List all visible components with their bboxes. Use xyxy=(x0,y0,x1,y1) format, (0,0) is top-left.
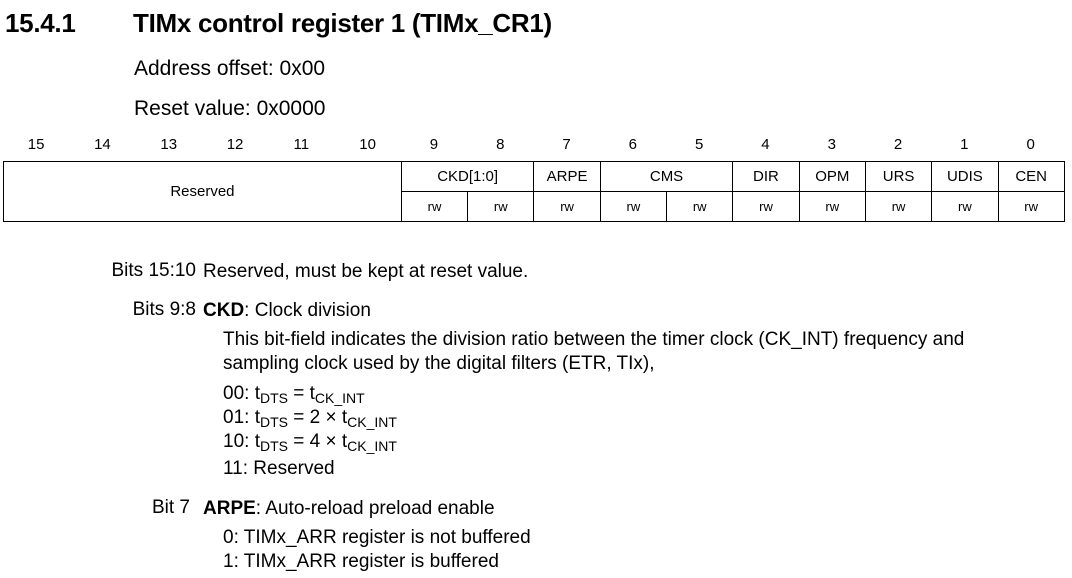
address-offset: Address offset: 0x00 xyxy=(134,57,326,80)
access-arpe: rw xyxy=(534,192,600,222)
arpe-heading xyxy=(203,497,495,521)
bits-label-ckd: Bits 9:8 xyxy=(132,299,196,320)
field-urs: URS xyxy=(865,162,931,192)
access-udis: rw xyxy=(932,192,998,222)
ckd-desc-line1: This bit-field indicates the division ratio between the timer clock (CK_INT) frequency and xyxy=(223,329,965,350)
arpe-title: : Auto-reload preload enable xyxy=(255,498,495,519)
ckd-option-10: 10: $t_{DTS} = 4 \times t_{CK\_INT}$ xyxy=(223,431,397,454)
bits-label-arpe: Bit 7 xyxy=(151,497,190,518)
bit-number: 11 xyxy=(293,136,310,153)
ckd-name: CKD xyxy=(203,300,245,321)
field-cms: CMS xyxy=(600,162,733,192)
bit-number: 0 xyxy=(1026,136,1035,153)
bit-number: 3 xyxy=(827,136,836,153)
field-arpe: ARPE xyxy=(534,162,600,192)
field-dir: DIR xyxy=(733,162,799,192)
bit-number: 1 xyxy=(960,136,969,153)
access-cms-1: rw xyxy=(600,192,666,222)
ckd-title: : Clock division xyxy=(244,300,371,321)
ckd-desc-line2: sampling clock used by the digital filters (ETR, TIx), xyxy=(223,353,655,374)
ckd-heading xyxy=(203,299,371,323)
arpe-option-0: 0: TIMx_ARR register is not buffered xyxy=(223,527,531,548)
field-opm: OPM xyxy=(799,162,865,192)
ckd-option-11: 11: Reserved xyxy=(223,458,335,479)
access-ckd-1: rw xyxy=(401,192,467,222)
access-ckd-0: rw xyxy=(468,192,534,222)
access-urs: rw xyxy=(865,192,931,222)
arpe-name: ARPE xyxy=(203,498,256,519)
arpe-option-1: 1: TIMx_ARR register is buffered xyxy=(223,551,499,572)
bit-number: 12 xyxy=(226,136,244,153)
field-ckd: CKD[1:0] xyxy=(401,162,534,192)
bit-number: 9 xyxy=(429,136,439,153)
bit-number: 10 xyxy=(359,136,376,153)
section-number: 15.4.1 xyxy=(5,8,76,38)
ckd-option-00: 00: $t_{DTS} = t_{CK\_INT}$ xyxy=(223,383,365,406)
bit-number: 8 xyxy=(496,136,505,153)
field-cen: CEN xyxy=(998,162,1064,192)
bit-number: 6 xyxy=(628,136,637,153)
access-opm: rw xyxy=(799,192,865,222)
bit-number: 15 xyxy=(27,136,45,153)
ckd-option-01: 01: $t_{DTS} = 2 \times t_{CK\_INT}$ xyxy=(223,407,397,430)
bit-number-row xyxy=(3,136,1064,158)
access-dir: rw xyxy=(733,192,799,222)
bit-number: 14 xyxy=(94,136,111,153)
reserved-field: Reserved xyxy=(4,162,402,222)
reset-value: Reset value: 0x0000 xyxy=(134,97,326,120)
bit-number: 13 xyxy=(160,136,178,153)
section-title: TIMx control register 1 (TIMx_CR1) xyxy=(133,8,552,38)
reserved-description: Reserved, must be kept at reset value. xyxy=(203,261,529,282)
access-cen: rw xyxy=(998,192,1064,222)
field-name-row xyxy=(4,162,1065,192)
bits-label-reserved: Bits 15:10 xyxy=(111,260,196,281)
bit-number: 4 xyxy=(761,136,770,153)
bit-number: 2 xyxy=(893,136,903,153)
register-bit-table xyxy=(3,161,1065,222)
bit-number: 7 xyxy=(562,136,571,153)
bit-number: 5 xyxy=(694,136,704,153)
field-udis: UDIS xyxy=(932,162,998,192)
access-cms-0: rw xyxy=(667,192,733,222)
